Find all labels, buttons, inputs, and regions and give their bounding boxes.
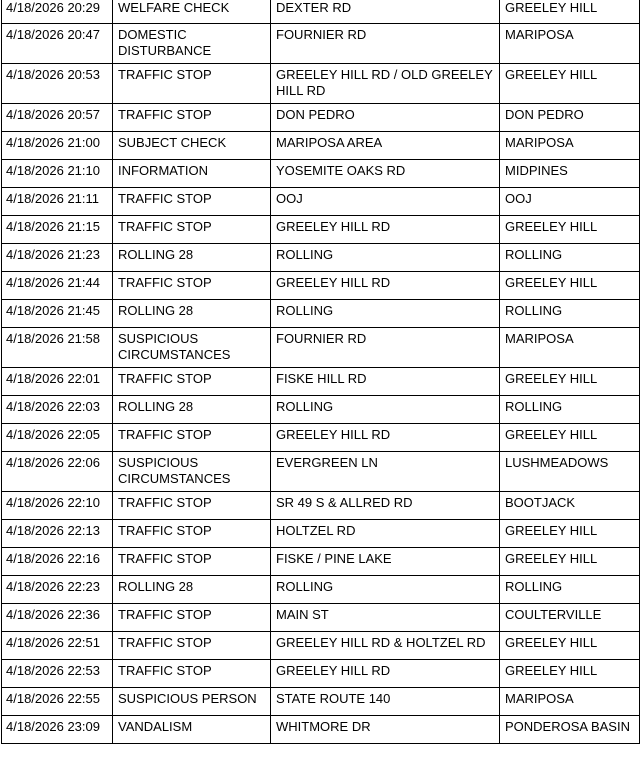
location-cell: MAIN ST <box>271 604 500 632</box>
call-type-cell: ROLLING 28 <box>113 576 271 604</box>
call-type-cell: TRAFFIC STOP <box>113 424 271 452</box>
datetime-cell: 4/18/2026 21:23 <box>2 244 113 272</box>
datetime-cell: 4/18/2026 20:47 <box>2 24 113 64</box>
table-row <box>2 452 640 492</box>
location-cell: FISKE HILL RD <box>271 368 500 396</box>
area-cell: GREELEY HILL <box>500 0 640 24</box>
table-row <box>2 132 640 160</box>
call-type-cell: DOMESTIC DISTURBANCE <box>113 24 271 64</box>
datetime-cell: 4/18/2026 22:06 <box>2 452 113 492</box>
datetime-cell: 4/18/2026 21:58 <box>2 328 113 368</box>
area-cell: GREELEY HILL <box>500 632 640 660</box>
call-type-cell: TRAFFIC STOP <box>113 492 271 520</box>
location-cell: SR 49 S & ALLRED RD <box>271 492 500 520</box>
datetime-cell: 4/18/2026 22:36 <box>2 604 113 632</box>
table-row <box>2 548 640 576</box>
area-cell: GREELEY HILL <box>500 660 640 688</box>
datetime-cell: 4/18/2026 22:01 <box>2 368 113 396</box>
area-cell: MIDPINES <box>500 160 640 188</box>
location-cell: GREELEY HILL RD <box>271 272 500 300</box>
datetime-cell: 4/18/2026 23:09 <box>2 716 113 744</box>
call-type-cell: ROLLING 28 <box>113 396 271 424</box>
call-type-cell: VANDALISM <box>113 716 271 744</box>
location-cell: DEXTER RD <box>271 0 500 24</box>
location-cell: ROLLING <box>271 300 500 328</box>
area-cell: ROLLING <box>500 396 640 424</box>
table-row <box>2 424 640 452</box>
table-row <box>2 716 640 744</box>
area-cell: MARIPOSA <box>500 132 640 160</box>
datetime-cell: 4/18/2026 20:57 <box>2 104 113 132</box>
datetime-cell: 4/18/2026 22:53 <box>2 660 113 688</box>
location-cell: YOSEMITE OAKS RD <box>271 160 500 188</box>
datetime-cell: 4/18/2026 22:55 <box>2 688 113 716</box>
datetime-cell: 4/18/2026 22:51 <box>2 632 113 660</box>
location-cell: OOJ <box>271 188 500 216</box>
location-cell: GREELEY HILL RD <box>271 216 500 244</box>
area-cell: GREELEY HILL <box>500 520 640 548</box>
table-row <box>2 396 640 424</box>
area-cell: MARIPOSA <box>500 688 640 716</box>
area-cell: GREELEY HILL <box>500 272 640 300</box>
area-cell: LUSHMEADOWS <box>500 452 640 492</box>
area-cell: DON PEDRO <box>500 104 640 132</box>
call-type-cell: TRAFFIC STOP <box>113 272 271 300</box>
datetime-cell: 4/18/2026 20:29 <box>2 0 113 24</box>
datetime-cell: 4/18/2026 22:10 <box>2 492 113 520</box>
area-cell: PONDEROSA BASIN <box>500 716 640 744</box>
location-cell: GREELEY HILL RD <box>271 660 500 688</box>
table-row <box>2 272 640 300</box>
area-cell: GREELEY HILL <box>500 64 640 104</box>
area-cell: COULTERVILLE <box>500 604 640 632</box>
location-cell: FOURNIER RD <box>271 24 500 64</box>
table-row <box>2 244 640 272</box>
call-type-cell: SUSPICIOUS CIRCUMSTANCES <box>113 452 271 492</box>
area-cell: ROLLING <box>500 300 640 328</box>
area-cell: GREELEY HILL <box>500 368 640 396</box>
call-type-cell: TRAFFIC STOP <box>113 216 271 244</box>
call-type-cell: TRAFFIC STOP <box>113 64 271 104</box>
table-row <box>2 24 640 64</box>
call-type-cell: TRAFFIC STOP <box>113 368 271 396</box>
datetime-cell: 4/18/2026 22:23 <box>2 576 113 604</box>
datetime-cell: 4/18/2026 22:16 <box>2 548 113 576</box>
table-row <box>2 492 640 520</box>
datetime-cell: 4/18/2026 22:05 <box>2 424 113 452</box>
area-cell: MARIPOSA <box>500 328 640 368</box>
table-row <box>2 160 640 188</box>
datetime-cell: 4/18/2026 21:44 <box>2 272 113 300</box>
location-cell: GREELEY HILL RD <box>271 424 500 452</box>
datetime-cell: 4/18/2026 22:03 <box>2 396 113 424</box>
location-cell: GREELEY HILL RD & HOLTZEL RD <box>271 632 500 660</box>
call-type-cell: ROLLING 28 <box>113 244 271 272</box>
call-type-cell: SUBJECT CHECK <box>113 132 271 160</box>
table-row <box>2 0 640 24</box>
call-type-cell: TRAFFIC STOP <box>113 604 271 632</box>
location-cell: ROLLING <box>271 244 500 272</box>
table-row <box>2 104 640 132</box>
call-type-cell: TRAFFIC STOP <box>113 520 271 548</box>
location-cell: DON PEDRO <box>271 104 500 132</box>
area-cell: ROLLING <box>500 244 640 272</box>
table-row <box>2 328 640 368</box>
area-cell: OOJ <box>500 188 640 216</box>
area-cell: GREELEY HILL <box>500 424 640 452</box>
location-cell: ROLLING <box>271 396 500 424</box>
call-log-body <box>2 0 640 744</box>
table-row <box>2 216 640 244</box>
table-row <box>2 660 640 688</box>
call-type-cell: WELFARE CHECK <box>113 0 271 24</box>
location-cell: GREELEY HILL RD / OLD GREELEY HILL RD <box>271 64 500 104</box>
area-cell: MARIPOSA <box>500 24 640 64</box>
datetime-cell: 4/18/2026 22:13 <box>2 520 113 548</box>
location-cell: WHITMORE DR <box>271 716 500 744</box>
location-cell: FOURNIER RD <box>271 328 500 368</box>
call-type-cell: TRAFFIC STOP <box>113 632 271 660</box>
table-row <box>2 576 640 604</box>
call-type-cell: TRAFFIC STOP <box>113 104 271 132</box>
table-row <box>2 188 640 216</box>
call-type-cell: SUSPICIOUS CIRCUMSTANCES <box>113 328 271 368</box>
location-cell: HOLTZEL RD <box>271 520 500 548</box>
datetime-cell: 4/18/2026 21:00 <box>2 132 113 160</box>
table-row <box>2 520 640 548</box>
datetime-cell: 4/18/2026 21:45 <box>2 300 113 328</box>
area-cell: GREELEY HILL <box>500 548 640 576</box>
table-row <box>2 688 640 716</box>
call-log-table <box>1 0 640 744</box>
datetime-cell: 4/18/2026 21:11 <box>2 188 113 216</box>
call-type-cell: TRAFFIC STOP <box>113 188 271 216</box>
location-cell: ROLLING <box>271 576 500 604</box>
table-row <box>2 632 640 660</box>
datetime-cell: 4/18/2026 20:53 <box>2 64 113 104</box>
call-type-cell: SUSPICIOUS PERSON <box>113 688 271 716</box>
call-type-cell: TRAFFIC STOP <box>113 660 271 688</box>
area-cell: BOOTJACK <box>500 492 640 520</box>
area-cell: ROLLING <box>500 576 640 604</box>
datetime-cell: 4/18/2026 21:15 <box>2 216 113 244</box>
location-cell: MARIPOSA AREA <box>271 132 500 160</box>
location-cell: STATE ROUTE 140 <box>271 688 500 716</box>
table-row <box>2 64 640 104</box>
call-type-cell: ROLLING 28 <box>113 300 271 328</box>
table-row <box>2 300 640 328</box>
location-cell: EVERGREEN LN <box>271 452 500 492</box>
call-type-cell: TRAFFIC STOP <box>113 548 271 576</box>
area-cell: GREELEY HILL <box>500 216 640 244</box>
datetime-cell: 4/18/2026 21:10 <box>2 160 113 188</box>
table-row <box>2 368 640 396</box>
table-row <box>2 604 640 632</box>
location-cell: FISKE / PINE LAKE <box>271 548 500 576</box>
call-type-cell: INFORMATION <box>113 160 271 188</box>
